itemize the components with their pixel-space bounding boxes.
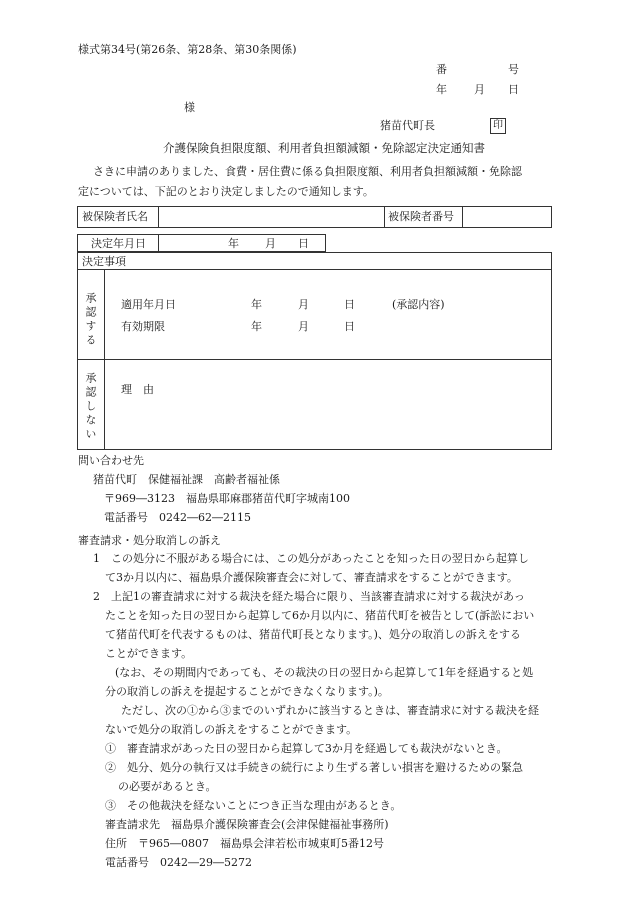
addressee-suffix: 様 xyxy=(184,101,195,114)
number-suffix: 号 xyxy=(508,63,519,76)
apply-date-label: 適用年月日 xyxy=(121,298,176,311)
insured-number-label: 被保険者番号 xyxy=(388,210,454,223)
approve-label: 承認する xyxy=(84,292,97,348)
valid-day-label: 日 xyxy=(344,320,355,333)
appeal-line: 2 上記1の審査請求に対する裁決を経た場合に限り、当該審査請求に対する裁決があっ xyxy=(93,590,525,603)
seal-mark: 印 xyxy=(490,118,506,134)
insured-name-label: 被保険者氏名 xyxy=(82,210,148,223)
appeal-heading: 審査請求・処分取消しの訴え xyxy=(78,534,221,547)
approved-content-label: (承認内容) xyxy=(392,298,445,311)
contact-address: 〒969―3123 福島県耶麻郡猪苗代町字城南100 xyxy=(104,492,350,505)
contact-heading: 問い合わせ先 xyxy=(78,454,144,467)
appeal-line: て猪苗代町を代表するものは、猪苗代町長となります。)、処分の取消しの訴えをする xyxy=(105,628,521,641)
contact-office: 猪苗代町 保健福祉課 高齢者福祉係 xyxy=(93,473,280,486)
apply-year-label: 年 xyxy=(251,298,262,311)
page-title: 介護保険負担限度額、利用者負担額減額・免除認定決定通知書 xyxy=(163,141,485,155)
valid-year-label: 年 xyxy=(251,320,262,333)
deny-label: 承認しない xyxy=(84,372,97,442)
issue-day-label: 日 xyxy=(508,83,519,96)
appeal-line: ② 処分、処分の執行又は手続きの続行により生ずる著しい損害を避けるための緊急 xyxy=(105,761,523,774)
appeal-line: 1 この処分に不服がある場合には、この処分があったことを知った日の翌日から起算し xyxy=(93,552,529,565)
decision-month-label: 月 xyxy=(265,237,276,250)
decision-date-label: 決定年月日 xyxy=(91,237,146,250)
appeal-line: 分の取消しの訴えを提起することができなくなります。)。 xyxy=(105,685,389,698)
appeal-line: (なお、その期間内であっても、その裁決の日の翌日から起算して1年を経過すると処 xyxy=(115,666,534,679)
appeal-destination-address: 住所 〒965―0807 福島県会津若松市城東町5番12号 xyxy=(105,837,384,850)
appeal-line: ただし、次の①から③までのいずれかに該当するときは、審査請求に対する裁決を経 xyxy=(121,704,539,717)
apply-day-label: 日 xyxy=(344,298,355,311)
valid-until-label: 有効期限 xyxy=(121,320,165,333)
appeal-destination: 審査請求先 福島県介護保険審査会(会津保健福祉事務所) xyxy=(105,818,389,831)
insured-table xyxy=(77,206,552,228)
appeal-line: たことを知った日の翌日から起算して6か月以内に、猪苗代町を被告として(訴訟におい xyxy=(105,609,535,622)
valid-month-label: 月 xyxy=(298,320,309,333)
appeal-line: の必要があるとき。 xyxy=(118,780,217,793)
reason-label: 理 由 xyxy=(121,383,154,396)
appeal-line: て3か月以内に、福島県介護保険審査会に対して、審査請求をすることができます。 xyxy=(105,571,518,584)
intro-line-1: さきに申請のありました、食費・居住費に係る負担限度額、利用者負担額減額・免除認 xyxy=(93,165,522,178)
decision-day-label: 日 xyxy=(298,237,309,250)
number-label: 番 xyxy=(436,63,447,76)
issue-year-label: 年 xyxy=(436,83,447,96)
appeal-line: ① 審査請求があった日の翌日から起算して3か月を経過しても裁決がないとき。 xyxy=(105,742,508,755)
apply-month-label: 月 xyxy=(298,298,309,311)
issue-month-label: 月 xyxy=(474,83,485,96)
decision-matters-label: 決定事項 xyxy=(82,255,126,268)
appeal-line: ③ その他裁決を経ないことにつき正当な理由があるとき。 xyxy=(105,799,402,812)
appeal-destination-phone: 電話番号 0242―29―5272 xyxy=(105,856,252,869)
appeal-line: ことができます。 xyxy=(105,647,193,660)
decision-year-label: 年 xyxy=(228,237,239,250)
form-number: 様式第34号(第26条、第28条、第30条関係) xyxy=(78,43,297,56)
intro-line-2: 定については、下記のとおり決定しましたので通知します。 xyxy=(78,185,374,198)
contact-phone: 電話番号 0242―62―2115 xyxy=(104,511,251,524)
issuer-name: 猪苗代町長 xyxy=(380,119,435,132)
decision-matters-table xyxy=(77,252,552,450)
appeal-line: ないで処分の取消しの訴えをすることができます。 xyxy=(105,723,358,736)
